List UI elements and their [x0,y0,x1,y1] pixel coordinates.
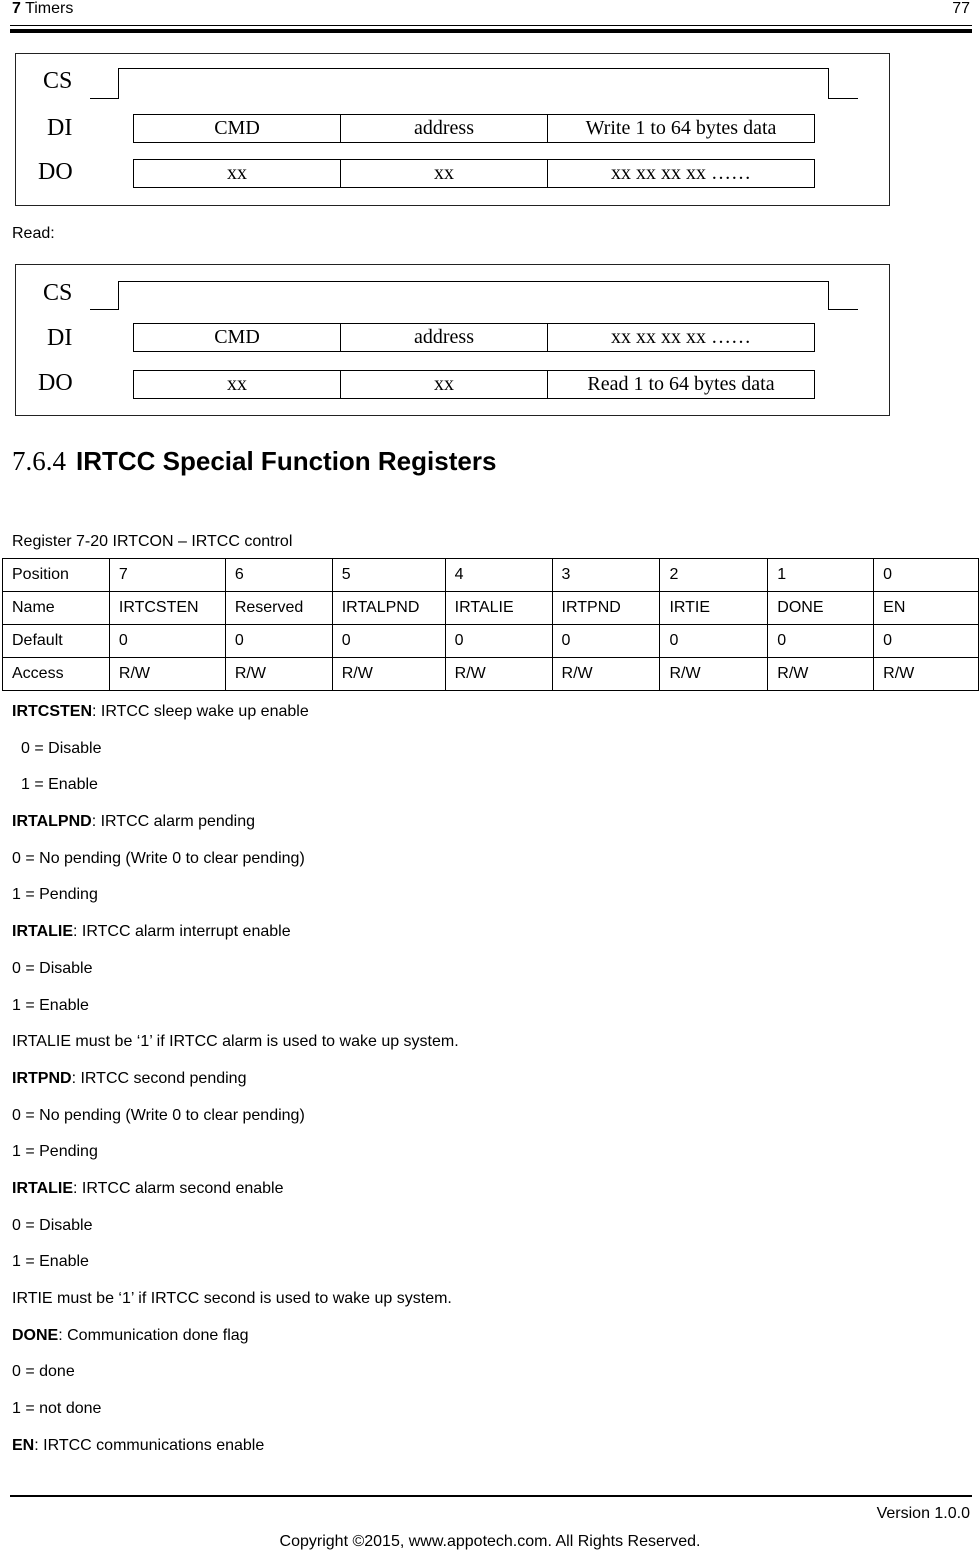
row-header-cell: Access [3,658,110,691]
field-text: IRTALIE must be ‘1’ if IRTCC alarm is used to wake up system. [12,1033,459,1051]
cs-signal-label: CS [43,68,73,94]
register-table-body [3,559,979,691]
bit-cell: 2 [660,559,768,592]
do-address-segment: xx [340,370,548,399]
di-signal-label: DI [47,115,73,141]
bit-cell: 0 [874,559,979,592]
write-timing-diagram [15,53,890,206]
field-text: 1 = not done [12,1400,102,1418]
field-name: IRTPND [12,1069,72,1087]
field-description-line [12,957,962,994]
section-heading [12,446,496,477]
field-description-line [12,1360,962,1397]
bit-cell: R/W [768,658,874,691]
page-header [12,0,970,20]
field-description-line [12,1214,962,1251]
field-text: 0 = No pending (Write 0 to clear pending) [12,849,305,867]
version-text: Version 1.0.0 [876,1505,970,1522]
field-text: 0 = Disable [21,739,102,757]
field-description-heading [12,1067,962,1104]
bit-cell: 7 [109,559,225,592]
di-cmd-segment: CMD [133,114,341,143]
cs-wave-rise-edge [828,68,829,99]
cs-wave-rise-edge [828,281,829,310]
field-text: : IRTCC second pending [71,1069,247,1087]
field-description-line [12,847,962,884]
cs-wave-fall-edge [118,281,119,310]
field-name: IRTALIE [12,923,74,941]
field-description-heading [12,1177,962,1214]
do-cmd-segment: xx [133,370,341,399]
field-description-line [12,1250,962,1287]
field-name: IRTALIE [12,1179,74,1197]
header-rule-thick [10,29,972,33]
name-row [3,592,979,625]
field-description-heading [12,1324,962,1361]
do-signal-label: DO [38,370,73,396]
field-text: : Communication done flag [58,1326,249,1344]
cs-wave-high [118,68,829,69]
bit-cell: IRTALIE [445,592,552,625]
row-header-cell: Position [3,559,110,592]
bit-cell: 5 [332,559,445,592]
section-number: 7.6.4 [12,446,66,476]
section-title: IRTCC Special Function Registers [76,446,497,476]
bit-cell: 0 [445,625,552,658]
cs-signal-label: CS [43,280,73,306]
bit-descriptions [12,700,962,1470]
copyright-text: Copyright ©2015, www.appotech.com. All Rights Reserved. [279,1533,701,1550]
field-name: IRTALPND [12,813,92,831]
bit-cell: IRTALPND [332,592,445,625]
field-description-line [12,1397,962,1434]
do-address-segment: xx [340,159,548,188]
bit-cell: R/W [445,658,552,691]
access-row [3,658,979,691]
default-row [3,625,979,658]
bit-cell: 0 [332,625,445,658]
bit-cell: EN [874,592,979,625]
di-address-segment: address [340,323,548,352]
field-description-line [12,1140,962,1177]
di-data-segment: Write 1 to 64 bytes data [547,114,815,143]
field-description-heading [12,700,962,737]
field-description-line [12,737,962,774]
field-description-line [12,773,962,810]
field-text: : IRTCC alarm pending [91,813,256,831]
field-description-heading [12,1434,962,1471]
field-description-line [12,1030,962,1067]
row-header-cell: Name [3,592,110,625]
bit-cell: 0 [768,625,874,658]
bit-cell: Reserved [225,592,332,625]
bit-cell: IRTIE [660,592,768,625]
bit-cell: 4 [445,559,552,592]
register-caption: Register 7-20 IRTCON – IRTCC control [12,533,293,550]
field-description-line [12,883,962,920]
bit-cell: 6 [225,559,332,592]
bit-cell: R/W [332,658,445,691]
bit-cell: R/W [225,658,332,691]
field-text: : IRTCC communications enable [34,1436,265,1454]
cs-wave-low-left [90,98,119,99]
bit-cell: 3 [552,559,660,592]
di-cmd-segment: CMD [133,323,341,352]
field-text: : IRTCC alarm second enable [73,1179,284,1197]
field-description-line [12,994,962,1031]
bit-cell: 1 [768,559,874,592]
di-address-segment: address [340,114,548,143]
field-description-heading [12,810,962,847]
bit-cell: IRTPND [552,592,660,625]
field-description-line [12,1287,962,1324]
position-row [3,559,979,592]
bit-cell: R/W [109,658,225,691]
field-name: DONE [12,1326,59,1344]
bit-cell: 0 [109,625,225,658]
bit-cell: 0 [660,625,768,658]
do-data-segment: xx xx xx xx …… [547,159,815,188]
bit-cell: R/W [660,658,768,691]
chapter-number: 7 [12,0,21,17]
bit-cell: 0 [225,625,332,658]
cs-wave-low-right [828,309,858,310]
di-data-segment: xx xx xx xx …… [547,323,815,352]
header-rule-thin [10,25,972,26]
field-name: IRTCSTEN [12,703,92,720]
field-text: 0 = No pending (Write 0 to clear pending) [12,1106,305,1124]
do-signal-label: DO [38,159,73,185]
cs-wave-low-left [90,309,119,310]
bit-cell: R/W [874,658,979,691]
field-description-line [12,1104,962,1141]
register-table [2,558,979,691]
field-text: : IRTCC alarm interrupt enable [73,923,291,941]
bit-cell: R/W [552,658,660,691]
field-text: 1 = Enable [12,996,89,1014]
bit-cell: IRTCSTEN [109,592,225,625]
read-label: Read: [12,225,55,242]
di-signal-label: DI [47,325,73,351]
cs-wave-high [118,281,829,282]
do-data-segment: Read 1 to 64 bytes data [547,370,815,399]
bit-cell: DONE [768,592,874,625]
field-text: 0 = done [12,1363,75,1381]
field-text: 0 = Disable [12,1216,93,1234]
read-timing-diagram [15,264,890,416]
field-text: 0 = Disable [12,959,93,977]
footer-rule [10,1495,972,1497]
field-description-heading [12,920,962,957]
cs-wave-fall-edge [118,68,119,99]
bit-cell: 0 [874,625,979,658]
field-text: 1 = Enable [21,776,98,794]
field-text: : IRTCC sleep wake up enable [92,703,309,720]
page-number: 77 [952,0,970,17]
chapter-heading [12,0,73,18]
cs-wave-low-right [828,98,858,99]
row-header-cell: Default [3,625,110,658]
bit-cell: 0 [552,625,660,658]
field-name: EN [12,1436,35,1454]
field-text: 1 = Pending [12,886,98,904]
chapter-title: Timers [25,0,74,17]
field-text: IRTIE must be ‘1’ if IRTCC second is used to wake up system. [12,1290,452,1307]
do-cmd-segment: xx [133,159,341,188]
field-text: 1 = Enable [12,1253,89,1271]
field-text: 1 = Pending [12,1143,98,1161]
